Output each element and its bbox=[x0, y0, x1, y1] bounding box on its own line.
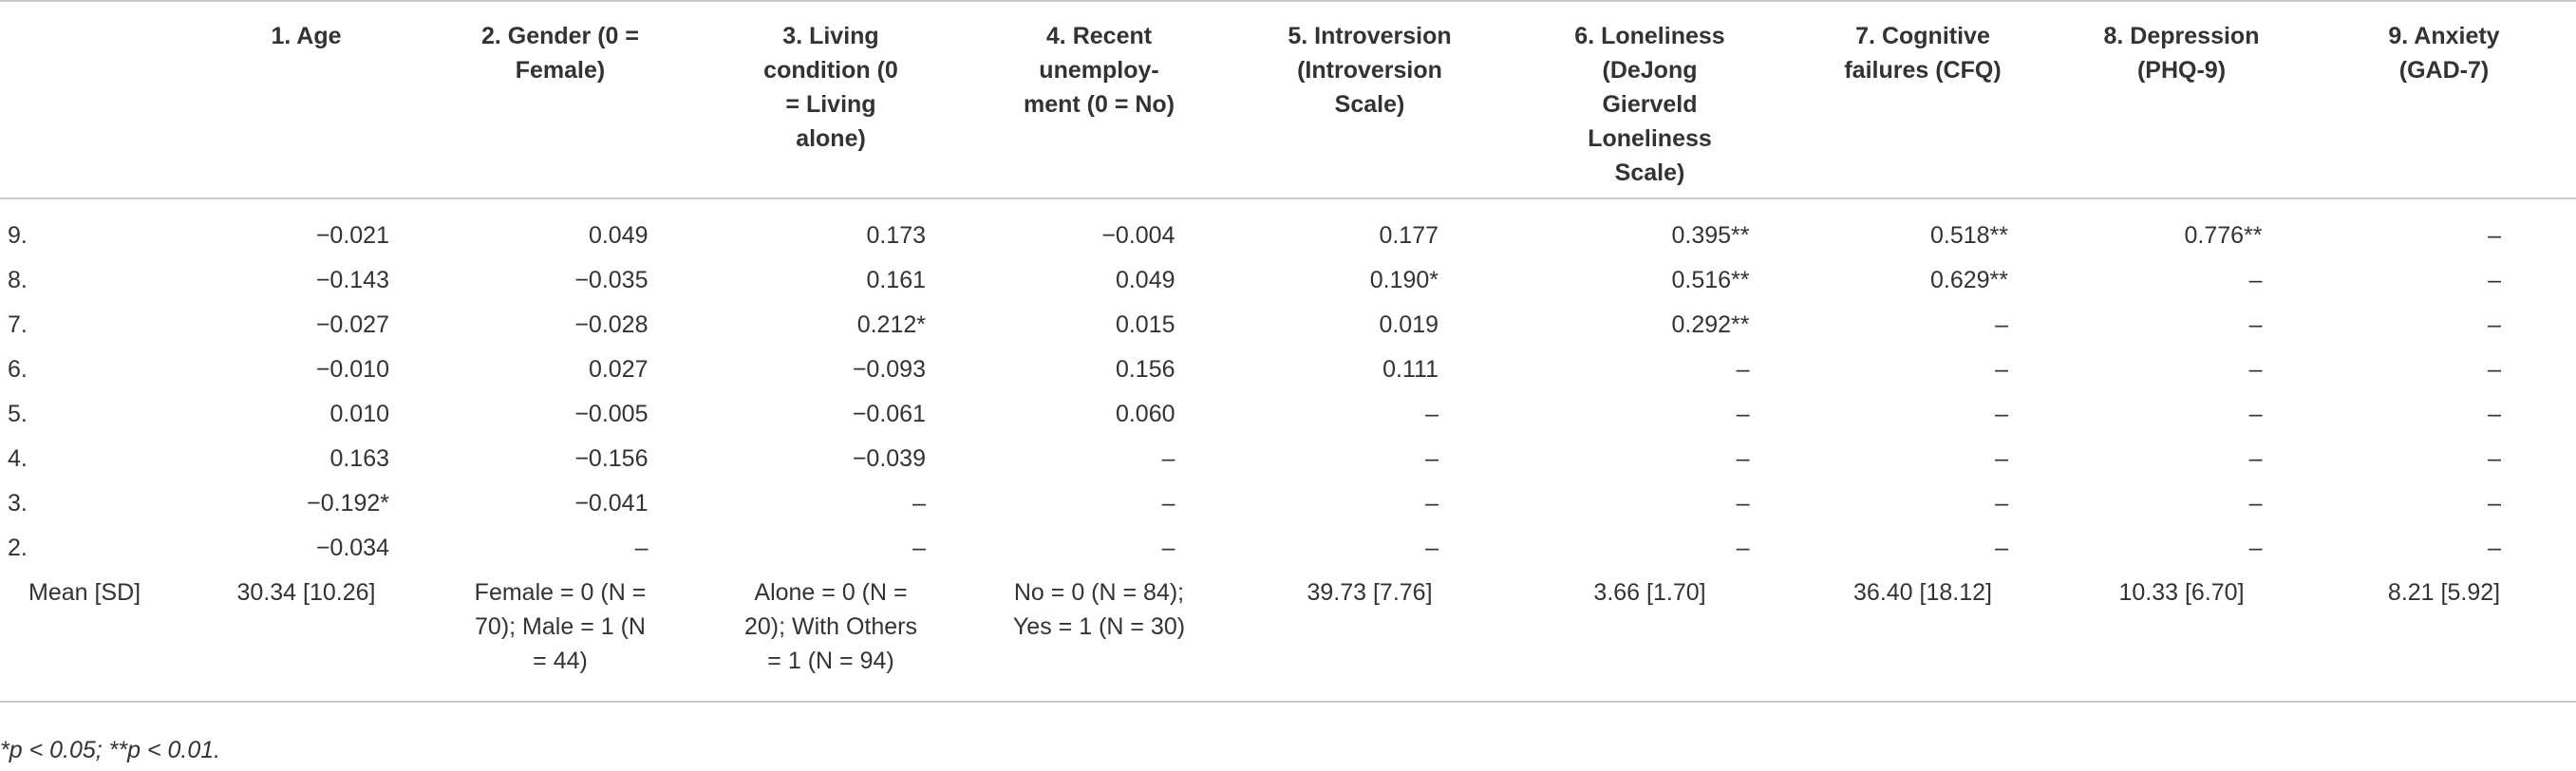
table-cell bbox=[698, 347, 964, 391]
cell-value: 0.516** bbox=[1671, 266, 1750, 293]
table-cell bbox=[2312, 257, 2576, 302]
table-cell bbox=[698, 198, 964, 257]
footnote: *p < 0.05; **p < 0.01. bbox=[0, 737, 221, 763]
column-header: 9. Anxiety (GAD-7) bbox=[2312, 1, 2576, 198]
table-cell bbox=[1234, 391, 1505, 436]
table-cell bbox=[1795, 257, 2051, 302]
row-label: 8. bbox=[8, 266, 28, 293]
mean-cell bbox=[423, 570, 698, 702]
table-cell bbox=[190, 347, 423, 391]
table-cell bbox=[1795, 302, 2051, 347]
table-cell bbox=[2312, 436, 2576, 480]
table-cell bbox=[423, 302, 698, 347]
table-cell bbox=[190, 525, 423, 570]
table-row bbox=[0, 436, 2576, 480]
cell-value: – bbox=[2248, 266, 2263, 293]
table-cell bbox=[423, 436, 698, 480]
table-cell bbox=[1505, 525, 1795, 570]
cell-value: – bbox=[1995, 489, 2008, 517]
table-cell bbox=[2312, 391, 2576, 436]
cell-value: – bbox=[2248, 310, 2263, 338]
cell-value: 0.173 bbox=[866, 221, 926, 249]
table-cell bbox=[698, 257, 964, 302]
mean-value: 36.40 [18.12] bbox=[1853, 579, 1992, 606]
cell-value: – bbox=[2488, 444, 2501, 472]
cell-value: – bbox=[1161, 534, 1175, 561]
cell-value: 0.212* bbox=[856, 310, 926, 338]
cell-value: – bbox=[2248, 444, 2263, 472]
table-row bbox=[0, 257, 2576, 302]
table-cell bbox=[1234, 257, 1505, 302]
cell-value: – bbox=[2248, 534, 2263, 561]
table-cell bbox=[698, 436, 964, 480]
table-cell bbox=[1505, 436, 1795, 480]
cell-value: −0.061 bbox=[852, 400, 926, 427]
table-cell bbox=[1234, 480, 1505, 525]
mean-value: No = 0 (N = 84); Yes = 1 (N = 30) bbox=[1012, 579, 1186, 640]
table-cell bbox=[964, 391, 1234, 436]
column-header: 4. Recent unemploy-ment (0 = No) bbox=[964, 1, 1234, 198]
corner-header bbox=[0, 1, 190, 198]
table-cell bbox=[1795, 525, 2051, 570]
cell-value: 0.049 bbox=[1115, 266, 1175, 293]
table-cell bbox=[2051, 347, 2312, 391]
cell-value: – bbox=[1425, 534, 1438, 561]
table-cell bbox=[698, 525, 964, 570]
table-cell bbox=[1505, 347, 1795, 391]
column-header: 7. Cognitive failures (CFQ) bbox=[1795, 1, 2051, 198]
cell-value: −0.192* bbox=[307, 489, 389, 517]
cell-value: 0.190* bbox=[1369, 266, 1438, 293]
table-cell bbox=[423, 347, 698, 391]
table-cell bbox=[1505, 391, 1795, 436]
cell-value: 0.060 bbox=[1115, 400, 1175, 427]
cell-value: – bbox=[2488, 400, 2501, 427]
cell-value: – bbox=[1995, 400, 2008, 427]
table-cell bbox=[2312, 525, 2576, 570]
table-cell bbox=[2051, 198, 2312, 257]
table-cell bbox=[1234, 525, 1505, 570]
cell-value: 0.015 bbox=[1115, 310, 1175, 338]
table-row bbox=[0, 302, 2576, 347]
table-cell bbox=[1234, 302, 1505, 347]
table-cell bbox=[423, 525, 698, 570]
mean-cell bbox=[964, 570, 1234, 702]
cell-value: −0.028 bbox=[574, 310, 649, 338]
cell-value: −0.005 bbox=[574, 400, 649, 427]
column-header: 1. Age bbox=[190, 1, 423, 198]
table-cell bbox=[964, 436, 1234, 480]
cell-value: −0.027 bbox=[315, 310, 389, 338]
table-cell bbox=[1234, 198, 1505, 257]
mean-value: 30.34 [10.26] bbox=[236, 579, 376, 606]
cell-value: – bbox=[1995, 444, 2008, 472]
cell-value: −0.156 bbox=[574, 444, 649, 472]
cell-value: – bbox=[1995, 355, 2008, 383]
mean-value: 39.73 [7.76] bbox=[1307, 579, 1433, 606]
mean-cell bbox=[1795, 570, 2051, 702]
table-body bbox=[0, 198, 2576, 702]
cell-value: −0.010 bbox=[315, 355, 389, 383]
cell-value: −0.021 bbox=[315, 221, 389, 249]
cell-value: 0.156 bbox=[1115, 355, 1175, 383]
table-row bbox=[0, 347, 2576, 391]
table-cell bbox=[190, 391, 423, 436]
table-cell bbox=[1795, 198, 2051, 257]
table-cell bbox=[964, 480, 1234, 525]
table-cell bbox=[2051, 525, 2312, 570]
mean-value: 3.66 [1.70] bbox=[1593, 579, 1706, 606]
cell-value: 0.027 bbox=[588, 355, 649, 383]
mean-value: Female = 0 (N = 70); Male = 1 (N = 44) bbox=[474, 579, 647, 674]
table-row bbox=[0, 391, 2576, 436]
cell-value: −0.093 bbox=[852, 355, 926, 383]
mean-cell bbox=[2051, 570, 2312, 702]
header-row bbox=[0, 1, 2576, 198]
cell-value: – bbox=[1736, 400, 1750, 427]
table-cell bbox=[1505, 198, 1795, 257]
cell-value: −0.143 bbox=[315, 266, 389, 293]
table-cell bbox=[964, 198, 1234, 257]
row-label: 4. bbox=[8, 444, 28, 472]
cell-value: −0.035 bbox=[574, 266, 649, 293]
cell-value: – bbox=[1736, 534, 1750, 561]
table-cell bbox=[2051, 436, 2312, 480]
cell-value: 0.177 bbox=[1379, 221, 1438, 249]
table-cell bbox=[2051, 302, 2312, 347]
table-cell bbox=[1505, 480, 1795, 525]
cell-value: 0.518** bbox=[1929, 221, 2008, 249]
cell-value: – bbox=[1736, 444, 1750, 472]
cell-value: – bbox=[1161, 489, 1175, 517]
row-label: 3. bbox=[8, 489, 28, 517]
table-cell bbox=[964, 257, 1234, 302]
cell-value: – bbox=[2488, 534, 2501, 561]
cell-value: 0.010 bbox=[329, 400, 389, 427]
table-cell bbox=[1795, 391, 2051, 436]
cell-value: – bbox=[1425, 489, 1438, 517]
cell-value: 0.292** bbox=[1671, 310, 1750, 338]
table-cell bbox=[2312, 480, 2576, 525]
cell-value: – bbox=[2488, 355, 2501, 383]
cell-value: – bbox=[1995, 310, 2008, 338]
cell-value: 0.049 bbox=[588, 221, 649, 249]
table-cell bbox=[190, 302, 423, 347]
table-row bbox=[0, 198, 2576, 257]
table-cell bbox=[1234, 347, 1505, 391]
row-label: 9. bbox=[8, 221, 28, 249]
table-cell bbox=[1505, 257, 1795, 302]
table-cell bbox=[190, 198, 423, 257]
cell-value: −0.041 bbox=[574, 489, 649, 517]
table-cell bbox=[964, 302, 1234, 347]
cell-value: – bbox=[1995, 534, 2008, 561]
row-label: 2. bbox=[8, 534, 28, 561]
mean-value: Alone = 0 (N = 20); With Others = 1 (N = 94) bbox=[744, 579, 917, 674]
table-cell bbox=[698, 391, 964, 436]
column-header: 2. Gender (0 = Female) bbox=[423, 1, 698, 198]
table-cell bbox=[698, 480, 964, 525]
row-label: 5. bbox=[8, 400, 28, 427]
table-row bbox=[0, 480, 2576, 525]
column-header: 6. Loneliness (DeJong Gierveld Loneliness Scale) bbox=[1505, 1, 1795, 198]
mean-value: 10.33 [6.70] bbox=[2118, 579, 2245, 606]
mean-cell bbox=[1234, 570, 1505, 702]
cell-value: – bbox=[2488, 221, 2501, 249]
table-cell bbox=[964, 525, 1234, 570]
mean-row bbox=[0, 570, 2576, 702]
table-cell bbox=[1795, 347, 2051, 391]
table-row bbox=[0, 525, 2576, 570]
mean-cell bbox=[2312, 570, 2576, 702]
table-cell bbox=[190, 436, 423, 480]
column-header: 3. Living condition (0 = Living alone) bbox=[698, 1, 964, 198]
column-header: 8. Depression (PHQ-9) bbox=[2051, 1, 2312, 198]
cell-value: – bbox=[2248, 489, 2263, 517]
table-cell bbox=[190, 257, 423, 302]
mean-cell bbox=[1505, 570, 1795, 702]
table-cell bbox=[1234, 436, 1505, 480]
table-cell bbox=[2051, 257, 2312, 302]
cell-value: −0.004 bbox=[1101, 221, 1175, 249]
table-cell bbox=[2312, 198, 2576, 257]
table-cell bbox=[1795, 480, 2051, 525]
table-cell bbox=[2312, 302, 2576, 347]
table-cell bbox=[190, 480, 423, 525]
cell-value: 0.161 bbox=[866, 266, 926, 293]
cell-value: – bbox=[1425, 400, 1438, 427]
row-label: 6. bbox=[8, 355, 28, 383]
cell-value: 0.019 bbox=[1379, 310, 1438, 338]
cell-value: – bbox=[2248, 355, 2263, 383]
cell-value: – bbox=[2488, 489, 2501, 517]
table-cell bbox=[423, 480, 698, 525]
table-cell bbox=[698, 302, 964, 347]
table-cell bbox=[2312, 347, 2576, 391]
cell-value: – bbox=[1736, 355, 1750, 383]
cell-value: 0.395** bbox=[1671, 221, 1750, 249]
cell-value: 0.629** bbox=[1929, 266, 2008, 293]
table-cell bbox=[2051, 480, 2312, 525]
table-cell bbox=[423, 257, 698, 302]
cell-value: – bbox=[2488, 310, 2501, 338]
cell-value: 0.111 bbox=[1382, 355, 1438, 383]
table-cell bbox=[423, 391, 698, 436]
cell-value: – bbox=[634, 534, 649, 561]
cell-value: −0.039 bbox=[852, 444, 926, 472]
row-label: 7. bbox=[8, 310, 28, 338]
cell-value: – bbox=[912, 534, 926, 561]
mean-cell bbox=[190, 570, 423, 702]
table-cell bbox=[1505, 302, 1795, 347]
cell-value: – bbox=[1425, 444, 1438, 472]
table-cell bbox=[1795, 436, 2051, 480]
table-cell bbox=[964, 347, 1234, 391]
cell-value: 0.776** bbox=[2184, 221, 2263, 249]
mean-cell bbox=[698, 570, 964, 702]
table-cell bbox=[423, 198, 698, 257]
column-header: 5. Introversion (Introversion Scale) bbox=[1234, 1, 1505, 198]
table-cell bbox=[2051, 391, 2312, 436]
row-label: Mean [SD] bbox=[28, 579, 141, 606]
cell-value: – bbox=[2248, 400, 2263, 427]
cell-value: – bbox=[2488, 266, 2501, 293]
cell-value: – bbox=[912, 489, 926, 517]
cell-value: – bbox=[1736, 489, 1750, 517]
cell-value: −0.034 bbox=[315, 534, 389, 561]
cell-value: 0.163 bbox=[329, 444, 389, 472]
cell-value: – bbox=[1161, 444, 1175, 472]
mean-value: 8.21 [5.92] bbox=[2387, 579, 2501, 606]
